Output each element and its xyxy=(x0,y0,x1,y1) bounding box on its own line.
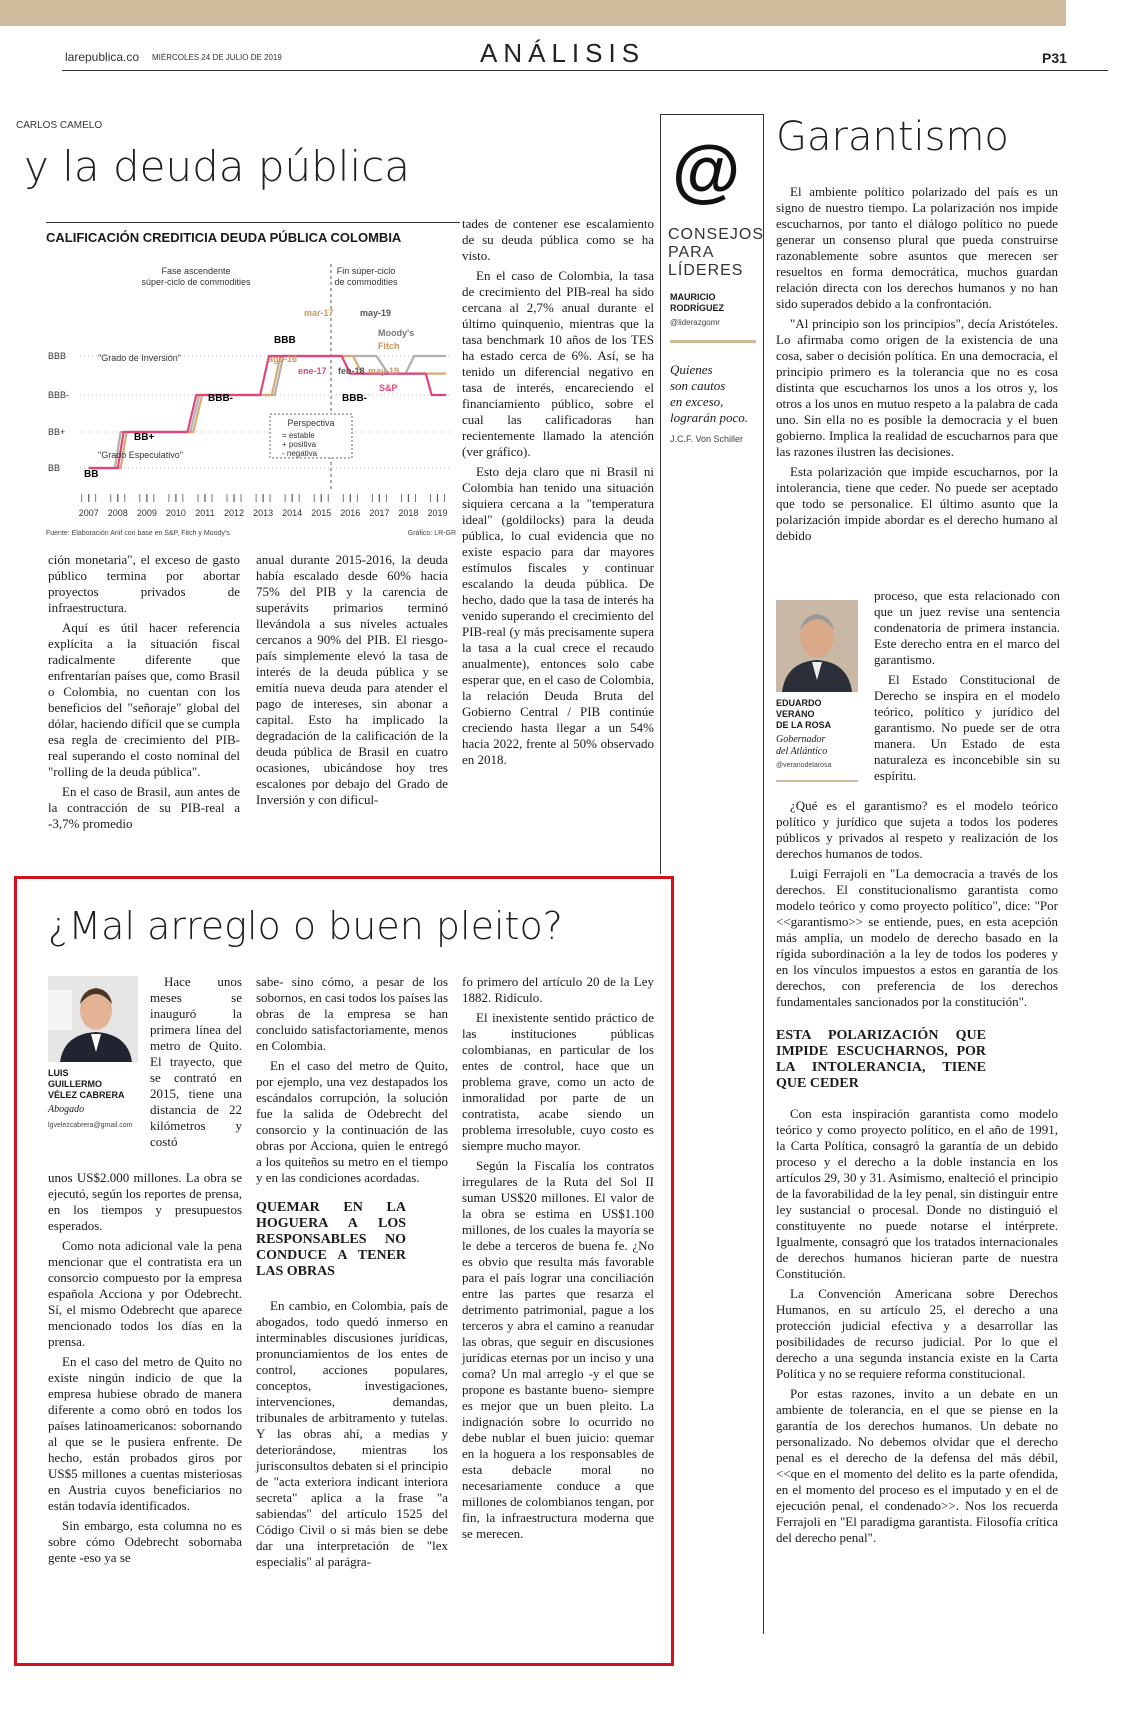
rating-label-bbbminus: BBB- xyxy=(208,393,233,404)
author-photo-velez xyxy=(48,976,138,1062)
annot-ene17: ene-17 xyxy=(298,366,327,376)
sidebar-quote-line: lograrán poco. xyxy=(670,410,748,425)
x-tick-label: 2010 xyxy=(165,508,186,518)
y-tick-label: BB+ xyxy=(48,427,66,437)
sidebar-handle: @liderazgomr xyxy=(670,318,720,327)
annot-may19b: may-19 xyxy=(368,366,400,376)
annot-ago16: ago-16 xyxy=(268,354,298,364)
bottom-author-email: lgvelezcabrera@gmail.com xyxy=(48,1122,133,1129)
paragraph: En cambio, en Colombia, país de abogados, todo quedó inmerso en interminables discusiones jurídicas, pronunciamientos de los entes de control, acciones populares, conceptos, investigaciones, intervenciones, demandas, tribunales de arbitramento y tutelas. Y las obras ahí, a medias y deteriorándose, mientras los jurisconsultos debaten si el principio de "acta exteriora indicant interiora secreta" aplica a la frase "a sabiendas" del artículo 1525 del Código Civil o si más bien se debe dar una interpretación de "lex especialis" al parágra- xyxy=(256,1298,448,1569)
author-name-line: GUILLERMO xyxy=(48,1079,102,1089)
site-name: larepublica.co xyxy=(65,50,140,64)
legend-fitch: Fitch xyxy=(378,341,400,351)
sidebar-quote xyxy=(670,362,748,426)
paragraph: En el caso de Brasil, aun antes de la contracción de su PIB-real a -3,7% promedio xyxy=(48,784,240,831)
top-article-col-1 xyxy=(48,552,240,836)
sidebar-quote-line: Quienes xyxy=(670,362,713,377)
grado-inversion-label: "Grado de Inversión" xyxy=(98,353,181,363)
sidebar-left-rule xyxy=(660,114,661,874)
sidebar-title-line: PARA xyxy=(668,244,715,261)
x-tick-label: 2015 xyxy=(311,508,332,518)
author-role-line: del Atlántico xyxy=(776,746,828,757)
x-tick-label: 2012 xyxy=(224,508,245,518)
perspective-legend-item-3: - negativa xyxy=(282,449,318,458)
bottom-author-name xyxy=(48,1068,125,1101)
paragraph: El ambiente político polarizado del país es un signo de nuestro tiempo. La polarización nos impide escucharnos, por tanto el diálogo político no puede generar un consenso plural que pueda construirse razonablemente sobre asuntos que merecen ser resueltos en forma democrática, muchos guardan relación directa con los derechos humanos y no han sido superados debido a la confrontación. xyxy=(776,184,1058,311)
bottom-article-subhead: QUEMAR EN LA HOGUERA A LOS RESPONSABLES NO CONDUCE A TENER LAS OBRAS xyxy=(256,1200,406,1279)
rating-label-bbplus: BB+ xyxy=(134,432,155,443)
perspective-legend-item-2: + positiva xyxy=(282,440,317,449)
bottom-article-title: ¿Mal arreglo o buen pleito? xyxy=(48,904,563,948)
right-article-title: Garantismo xyxy=(776,114,1009,160)
paragraph: Según la Fiscalía los contratos irregulares de la Ruta del Sol II suman US$20 millones. El valor de la obra se estima en US$1.100 millones, de los cuales la mayoría se le debe a terceros de buena fe. ¿No es obvio que resulta más favorable para el país lograr una conciliación entre las partes que resarza el detrimento patrimonial, pague a los terceros y abra el camino a reanudar las obras, que seguir en discusiones jurídicas eternas por un inciso y una coma? Un mal arreglo -y el que se propone es bastante bueno- siempre es mejor que un buen pleito. La indignación sobre lo ocurrido no debe nublar el buen juicio: quemar en la hoguera a los responsables de esta debacle moral no necesariamente conduce a que millones de colombianos tengan, por fin, la infraestructura moderna que se merecen. xyxy=(462,1158,654,1541)
legend-sp: S&P xyxy=(379,383,398,393)
author-name-line: VÉLEZ CABRERA xyxy=(48,1090,125,1100)
x-tick-label: 2008 xyxy=(107,508,128,518)
paragraph: El Estado Constitucional de Derecho se inspira en el modelo teórico, político y jurídico del garantismo. No puede ser de otra manera. Un Estado de esta naturaleza es inconcebible sin su espíritu. xyxy=(874,672,1060,783)
sidebar-quote-line: son cautos xyxy=(670,378,726,393)
annot-may19: may-19 xyxy=(360,308,392,318)
top-article-col-2 xyxy=(256,552,448,812)
right-article-col-top xyxy=(776,184,1058,548)
chart-canvas xyxy=(46,250,460,550)
paragraph: Por estas razones, invito a un debate en un ambiente de tolerancia, en el que se piense en la garantía de los derechos humanos. Un debate no personalizado. No debemos olvidar que el derecho penal es el derecho de la defensa del más débil, <<que en el momento del delito es la parte ofendida, en el momento del proceso es el imputado y en el de ejecución penal, el condenado>>. Nos los recuerda Ferrajoli en "El paradigma garantista. Filosofía crítica del derecho penal". xyxy=(776,1386,1058,1545)
paragraph: Luigi Ferrajoli en "La democracia a través de los derechos. El constitucionalismo garantista como modelo teórico y como proyecto político", dice: "Por <<garantismo>> se entiende, pues, en esta acepción más amplia, un modelo de derecho basado en la rígida subordinación a la ley de todos los poderes y en los vínculos impuestos a estos en garantía de los derechos, con preferencia de los derechos fundamentales sancionados por la constitución". xyxy=(776,866,1058,1009)
sidebar-title xyxy=(668,226,764,280)
right-article-subhead: ESTA POLARIZACIÓN QUE IMPIDE ESCUCHARNOS, POR LA INTOLERANCIA, TIENE QUE CEDER xyxy=(776,1028,986,1091)
perspective-legend-item-1: = estable xyxy=(282,431,315,440)
right-author-role xyxy=(776,734,827,758)
bottom-author-role: Abogado xyxy=(48,1104,85,1115)
phase1-label-line1: Fase ascendente xyxy=(161,266,231,276)
paragraph: fo primero del artículo 20 de la Ley 1882. Ridículo. xyxy=(462,974,654,1005)
sidebar-quote-author: J.C.F. Von Schiller xyxy=(670,434,744,444)
x-tick-label: 2009 xyxy=(136,508,157,518)
paragraph: Esto deja claro que ni Brasil ni Colombia han tenido una situación siquiera cercana a la "temperatura ideal" (goldilocks) para la deuda pública, lo cual evidencia que no existe espacio para dar mayores estímulos fiscales y continuar escalando la deuda pública. De hecho, dado que la tasa de interés ha venido superando el crecimiento del PIB-real (y más precisamente supera la tasa a la cual crece el recaudo anualmente), entonces solo cabe esperar que, en el caso de Colombia, la relación Deuda Bruta del Gobierno Central / PIB continúe creciendo hasta llegar a un 54% hacia 2022, frente al 50% observado en 2018. xyxy=(462,464,654,767)
right-author-handle: @veranodelarosa xyxy=(776,762,832,769)
sidebar-title-line: LÍDERES xyxy=(668,262,744,279)
chart-credit: Gráfico: LR-GR xyxy=(407,530,456,537)
top-article-title: y la deuda pública xyxy=(24,142,410,191)
page-number: P31 xyxy=(1042,50,1067,66)
author-name-line: DE LA ROSA xyxy=(776,720,832,730)
chart-source: Fuente: Elaboración Anif con base en S&P, Fitch y Moody's xyxy=(46,530,230,537)
sidebar-divider xyxy=(670,340,756,343)
x-tick-label: 2011 xyxy=(195,508,215,518)
right-author-divider xyxy=(776,780,858,782)
paragraph: unos US$2.000 millones. La obra se ejecutó, según los reportes de prensa, en los tiempos y presupuestos esperados. xyxy=(48,1170,242,1233)
sidebar-quote-line: en exceso, xyxy=(670,394,724,409)
paragraph: Con esta inspiración garantista como modelo teórico y como proyecto político, en el año de 1991, la Carta Política, consagró la garantía de un debido proceso y el derecho a la doble instancia en los artículos 29, 30 y 31. Asimismo, enalteció el principio de la favorabilidad de la ley penal, sin distinguir entre ley sustancial o procesal. Donde no distinguió el constituyente no puede notarse el intérprete. Igualmente, consagró que los tratados internacionales de derechos humanos hicieran parte de nuestra Constitución. xyxy=(776,1106,1058,1281)
paragraph: sabe- sino cómo, a pesar de los sobornos, en casi todos los países las obras de la empresa se han concluido satisfactoriamente, menos en Colombia. xyxy=(256,974,448,1053)
phase2-label-line1: Fin súper-ciclo xyxy=(336,266,396,276)
chart-top-rule xyxy=(46,222,460,223)
paragraph: tades de contener ese escalamiento de su deuda pública como se ha visto. xyxy=(462,216,654,263)
paragraph: anual durante 2015-2016, la deuda había escalado desde 60% hacia 75% del PIB y la carencia de superávits primarios terminó llevándola a sus niveles actuales cercanos a 90% del PIB. El riesgo-país simplemente elevó la tasa de interés de la deuda pública y se emitía nueva deuda para atender el pago de intereses, sin abonar a capital. Esto ha implicado la degradación de la calificación de la deuda pública de Brasil en cuatro ocasiones, ubicándose hoy tres escalones por debajo del Grado de Inversión y con dificul- xyxy=(256,552,448,807)
paragraph: En el caso del metro de Quito no existe ningún indicio de que la empresa hubiese obrado de manera diferente a como obró en todos los países latinoamericanos: sobornando al que se le pusiera enfrente. De hecho, están probados giros por US$5 millones a cuentas misteriosas en Austria cuyos beneficiarios no están todavía identificados. xyxy=(48,1354,242,1513)
x-tick-label: 2013 xyxy=(253,508,274,518)
sidebar-author-line: MAURICIO xyxy=(670,292,716,302)
right-article-col-mid xyxy=(776,798,1058,1550)
paragraph: En el caso del metro de Quito, por ejemplo, una vez destapados los escándalos corrupción, la solución fue la salida de Odebrecht del consorcio y la continuación de las obras por Acciona, quien le entregó a los quiteños su metro en el tiempo y en las condiciones acordadas. xyxy=(256,1058,448,1185)
rating-axis-labels xyxy=(48,351,69,473)
y-tick-label: BBB xyxy=(48,351,67,361)
x-tick-label: 2017 xyxy=(369,508,390,518)
paragraph: "Al principio son los principios", decía Aristóteles. Lo afirmaba como origen de la existencia de una cosa, saber o decisión política. En una democracia, el principio primero es la tolerancia que no es cosa distinta que escucharnos los unos a los otros y, los otros a los unos en mutuo respeto a la palabra de cada uno. Sin ella no es posible la democracia y el buen gobierno. Implica la realidad de escucharnos para que las razones ilustren las decisiones. xyxy=(776,316,1058,459)
section-title: ANÁLISIS xyxy=(480,38,646,68)
paragraph: Esta polarización que impide escucharnos, por la intolerancia, tiene que ceder. No puede ser aceptado que todo se personalice. El último asunto que la polarización impide abordar es el derecho humano al debido xyxy=(776,464,1058,543)
issue-date: MIÉRCOLES 24 DE JULIO DE 2019 xyxy=(152,53,282,62)
author-name-line: VERANO xyxy=(776,709,815,719)
credit-rating-chart xyxy=(46,212,460,538)
perspective-legend-title: Perspectiva xyxy=(287,418,335,428)
x-tick-label: 2007 xyxy=(78,508,99,518)
x-tick-label: 2014 xyxy=(282,508,303,518)
bottom-article-col-2 xyxy=(256,974,448,1574)
rating-label-bbb: BBB xyxy=(274,335,296,346)
chart-title: CALIFICACIÓN CREDITICIA DEUDA PÚBLICA COLOMBIA xyxy=(46,230,402,245)
header-rule xyxy=(62,70,1108,71)
at-icon: @ xyxy=(672,131,741,209)
portrait-icon xyxy=(776,600,858,692)
y-tick-label: BBB- xyxy=(48,390,70,400)
paragraph: Como nota adicional vale la pena mencionar que el contratista era un consorcio compuesto por la empresa española Acciona y por Odebrecht. Sí, el mismo Odebrecht que aparece mencionado todos los días en la prensa. xyxy=(48,1238,242,1349)
author-role-line: Gobernador xyxy=(776,734,826,745)
bottom-article-col-1 xyxy=(48,1170,242,1570)
legend-moodys: Moody's xyxy=(378,328,415,338)
sidebar-top-rule xyxy=(660,114,763,115)
annot-mar17: mar-17 xyxy=(304,308,334,318)
x-tick-label: 2019 xyxy=(427,508,448,518)
phase1-label-line2: súper-ciclo de commodities xyxy=(141,277,251,287)
phase2-label-line2: de commodities xyxy=(334,277,398,287)
y-tick-label: BB xyxy=(48,463,61,473)
sidebar-author-line: RODRÍGUEZ xyxy=(670,303,724,313)
grado-especulativo-label: "Grado Especulativo" xyxy=(98,450,183,460)
paragraph: ción monetaria", el exceso de gasto público termina por abortar proyectos privados de infraestructura. xyxy=(48,552,240,615)
paragraph: El inexistente sentido práctico de las instituciones públicas colombianas, en particular de los entes de control, hace que un problema grave, como un acto de inmoralidad por parte de un contratista, acabe siendo un problema irresoluble, cuyo costo es siempre mucho mayor. xyxy=(462,1010,654,1153)
paragraph: La Convención Americana sobre Derechos Humanos, en su artículo 25, el derecho a una protección judicial efectiva y a desarrollar las posibilidades de recurso judicial. Por lo que el derecho a una segunda instancia existe en la Carta Política y no se requiere reforma constitucional. xyxy=(776,1286,1058,1381)
x-tick-label: 2016 xyxy=(340,508,361,518)
x-tick-label: 2018 xyxy=(398,508,419,518)
sidebar-author xyxy=(670,292,724,314)
author-name-line: EDUARDO xyxy=(776,698,822,708)
author-name-line: LUIS xyxy=(48,1068,69,1078)
paragraph: proceso, que esta relacionado con que un juez revise una sentencia condenatoria de primera instancia. Este derecho entra en el marco del garantismo. xyxy=(874,588,1060,667)
paragraph: Aquí es útil hacer referencia explícita a la situación fiscal radicalmente diferente que enfrentarían países que, como Brasil o Colombia, no cuentan con los beneficios del "señoraje" global del dólar, haciendo difícil que se cumpla esa regla de crecimiento del PIB-real superando el costo nominal del "rolling de la deuda pública". xyxy=(48,620,240,779)
sidebar-right-rule xyxy=(763,114,764,1634)
paragraph: ¿Qué es el garantismo? es el modelo teórico político y jurídico que sujeta a todos los poderes públicos y privados al respeto y realización de los derechos humanos de todos. xyxy=(776,798,1058,861)
right-author-name xyxy=(776,698,831,731)
top-article-col-3 xyxy=(462,216,654,772)
annot-feb18: feb-18 xyxy=(338,366,365,376)
rating-label-bbbminus-2: BBB- xyxy=(342,393,367,404)
portrait-icon xyxy=(48,976,138,1062)
year-axis xyxy=(79,494,448,518)
right-article-wrap xyxy=(874,588,1060,788)
paragraph: Hace unos meses se inauguró la primera línea del metro de Quito. El trayecto, que se contrató en 2015, tiene una distancia de 22 kilómetros y costó xyxy=(150,974,242,1149)
author-photo-verano xyxy=(776,600,858,692)
rating-label-bb: BB xyxy=(84,469,99,480)
paragraph: En el caso de Colombia, la tasa de crecimiento del PIB-real ha sido cercana al 2,7% anual durante el último quinquenio, mientras que la tasa benchmark 10 años de los TES ha estado cerca de 6%. Así, se ha tenido un diferencial negativo en tasa de interés, encareciendo el financiamiento público, sobre el cual las calificadoras han recientemente llamado la atención (ver gráfico). xyxy=(462,268,654,459)
top-article-author: CARLOS CAMELO xyxy=(16,120,103,131)
sidebar-title-line: CONSEJOS xyxy=(668,226,765,243)
top-color-band xyxy=(0,0,1066,26)
bottom-article-col-3 xyxy=(462,974,654,1546)
paragraph: Sin embargo, esta columna no es sobre cómo Odebrecht sobornaba gente -eso ya se xyxy=(48,1518,242,1565)
bottom-article-wrap xyxy=(150,974,242,1154)
